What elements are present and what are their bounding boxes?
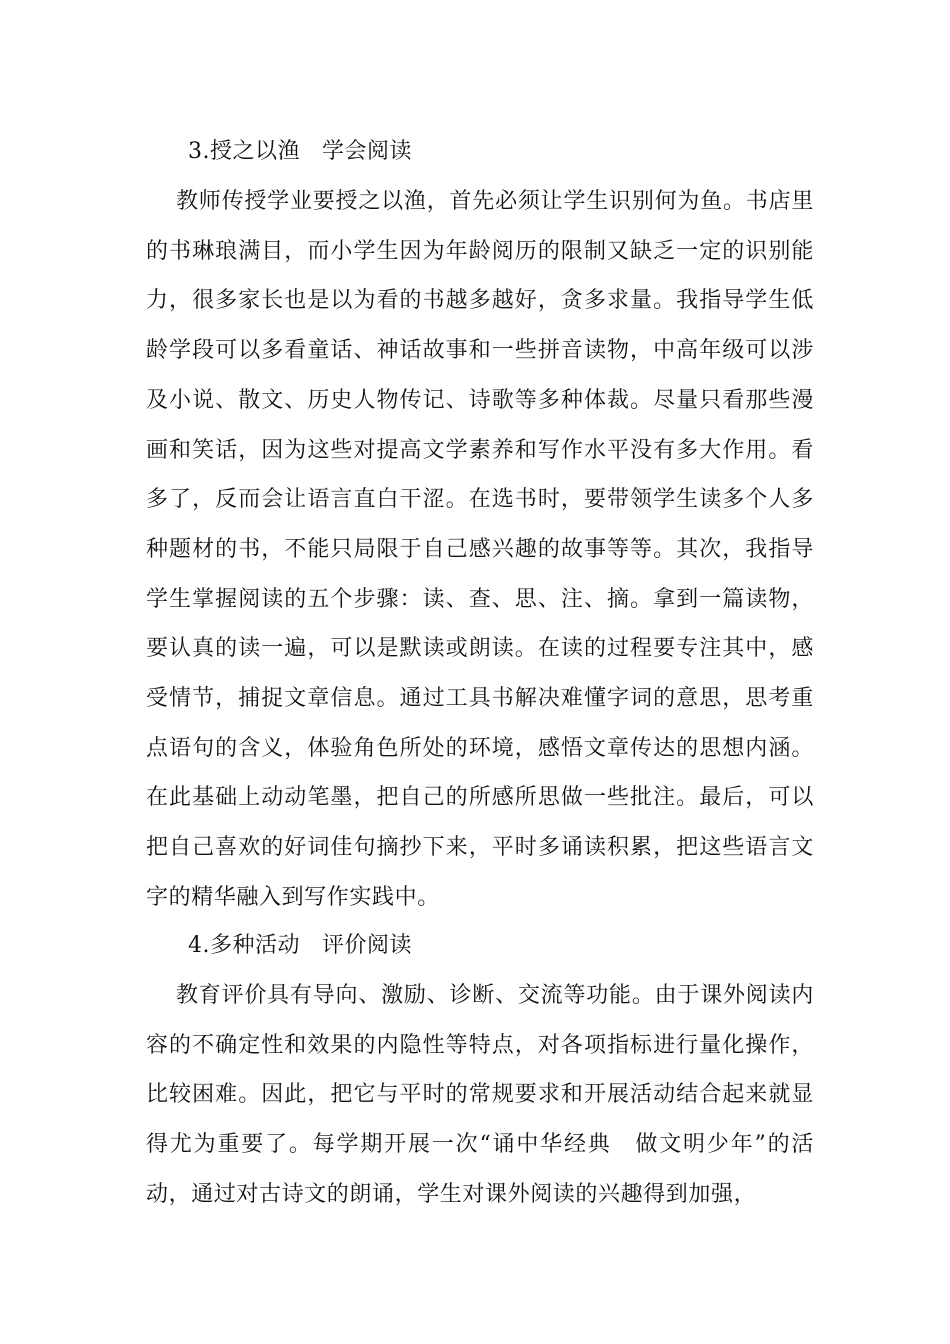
paragraph-section-4: 教育评价具有导向、激励、诊断、交流等功能。由于课外阅读内容的不确定性和效果的内隐性等特点，对各项指标进行量化操作，比较困难。因此，把它与平时的常规要求和开展活动结合起来就显得尤为重要了。每学期开展一次“诵中华经典 做文明少年”的活动，通过对古诗文的朗诵，学生对课外阅读的兴趣得到加强，: [146, 983, 814, 1207]
heading-title: 学会阅读: [322, 139, 413, 164]
section-heading-4: [188, 931, 412, 961]
heading-title: 评价阅读: [322, 933, 413, 958]
heading-number: 4.多种活动: [188, 933, 300, 958]
paragraph-section-3: 教师传授学业要授之以渔，首先必须让学生识别何为鱼。书店里的书琳琅满目，而小学生因为年龄阅历的限制又缺乏一定的识别能力，很多家长也是以为看的书越多越好，贪多求量。我指导学生低龄学段可以多看童话、神话故事和一些拼音读物，中高年级可以涉及小说、散文、历史人物传记、诗歌等多种体裁。尽量只看那些漫画和笑话，因为这些对提高文学素养和写作水平没有多大作用。看多了，反而会让语言直白干涩。在选书时，要带领学生读多个人多种题材的书，不能只局限于自己感兴趣的故事等等。其次，我指导学生掌握阅读的五个步骤：读、查、思、注、摘。拿到一篇读物，要认真的读一遍，可以是默读或朗读。在读的过程要专注其中，感受情节，捕捉文章信息。通过工具书解决难懂字词的意思，思考重点语句的含义，体验角色所处的环境，感悟文章传达的思想内涵。在此基础上动动笔墨，把自己的所感所思做一些批注。最后，可以把自己喜欢的好词佳句摘抄下来，平时多诵读积累，把这些语言文字的精华融入到写作实践中。: [146, 189, 814, 910]
heading-number: 3.授之以渔: [188, 139, 300, 164]
section-heading-3: [188, 137, 412, 167]
